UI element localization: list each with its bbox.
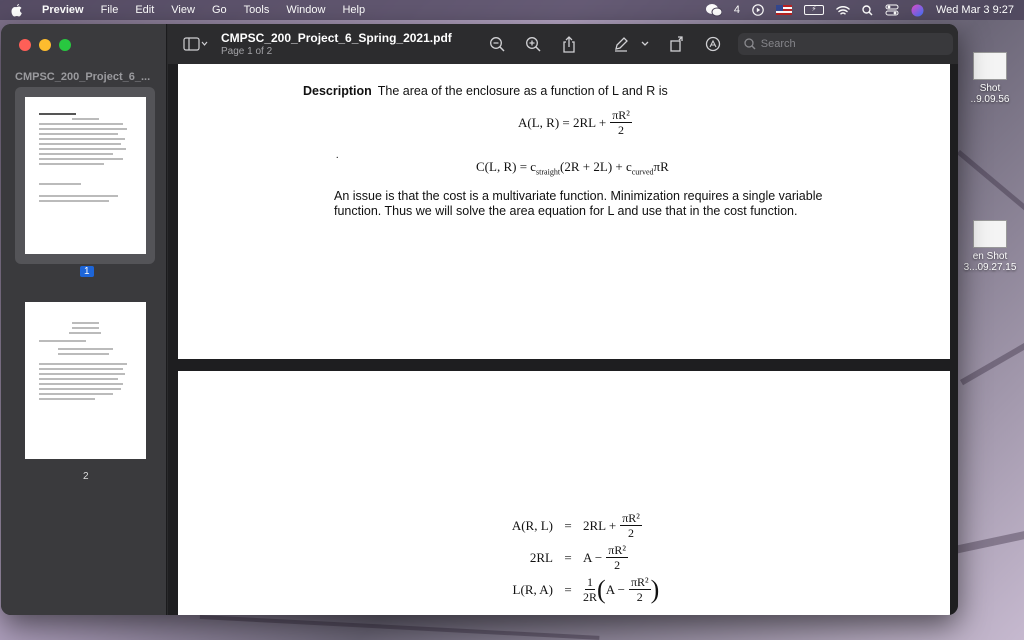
equals-sign: = — [564, 549, 572, 565]
siri-icon[interactable] — [911, 3, 924, 17]
equation-rhs: A − — [583, 549, 603, 565]
fraction-numerator: 1 — [587, 575, 593, 589]
rotate-icon[interactable] — [668, 35, 686, 53]
sidebar-toggle-button[interactable] — [183, 36, 211, 52]
description-text: The area of the enclosure as a function of L and R is — [377, 84, 668, 98]
clock-datetime[interactable]: Wed Mar 3 9:27 — [935, 4, 1014, 16]
menu-window[interactable]: Window — [286, 4, 326, 16]
desktop-screenshot-icon[interactable] — [958, 52, 1022, 105]
fraction-numerator: πR² — [612, 108, 630, 122]
desktop-icon-label: en Shot — [972, 251, 1008, 262]
cost-subscript-straight: straight — [536, 167, 561, 177]
search-icon[interactable] — [862, 3, 873, 17]
menu-go[interactable]: Go — [211, 4, 227, 16]
toolbar — [168, 24, 958, 64]
equation-lhs: L(R, A) — [512, 581, 553, 597]
cost-equation-part: πR — [653, 159, 669, 174]
document-title-block — [221, 31, 452, 57]
fraction — [583, 575, 597, 604]
menu-app-name[interactable]: Preview — [42, 4, 84, 16]
search-icon — [744, 38, 756, 50]
zoom-in-icon[interactable] — [524, 35, 542, 53]
description-line — [303, 84, 668, 98]
page-thumbnail-1[interactable] — [15, 87, 155, 264]
wifi-icon[interactable] — [836, 3, 850, 17]
equation-lhs: A(R, L) — [511, 517, 553, 533]
fraction — [629, 575, 651, 604]
window-controls — [19, 39, 71, 51]
cost-equation-part: (2R + 2L) + c — [560, 159, 632, 174]
fraction-denominator: 2 — [628, 526, 635, 540]
equals-sign: = — [564, 517, 572, 533]
equation-row — [495, 575, 659, 604]
fraction-numerator: πR² — [608, 543, 626, 557]
page-number-2[interactable]: 2 — [83, 471, 89, 482]
left-parenthesis: ( — [597, 574, 606, 604]
fraction-numerator: πR² — [630, 575, 649, 589]
wechat-icon[interactable] — [706, 3, 722, 17]
page-thumbnail-image — [25, 97, 146, 254]
equation-row — [495, 543, 628, 572]
markup-pen-icon[interactable] — [612, 35, 630, 53]
page-thumbnail-2[interactable] — [15, 292, 155, 469]
screenshot-thumbnail-icon — [973, 52, 1007, 80]
search-input[interactable] — [761, 38, 941, 50]
fraction-denominator: 2 — [618, 123, 625, 137]
pdf-page-2 — [178, 371, 950, 615]
equation-rhs: A − — [605, 581, 625, 597]
battery-icon[interactable]: ⚡ — [804, 5, 824, 15]
desktop-icon-label: 3...09.27.15 — [963, 262, 1017, 273]
stray-dot: . — [336, 150, 339, 161]
fullscreen-button[interactable] — [59, 39, 71, 51]
area-equation-lhs: A(L, R) = 2RL + — [518, 114, 607, 130]
page-indicator: Page 1 of 2 — [221, 46, 273, 57]
fraction — [610, 108, 632, 137]
thumbnail-sidebar — [1, 24, 167, 615]
cost-subscript-curved: curved — [631, 167, 654, 177]
search-field[interactable] — [738, 33, 953, 55]
fraction — [606, 543, 628, 572]
control-center-icon[interactable] — [885, 3, 899, 17]
apple-menu-icon[interactable] — [10, 3, 22, 17]
zoom-out-icon[interactable] — [488, 35, 506, 53]
fraction-denominator: 2 — [614, 558, 621, 572]
fraction-numerator: πR² — [622, 511, 640, 525]
desktop-screenshot-icon[interactable] — [958, 220, 1022, 273]
equation-row — [495, 511, 642, 540]
fraction-denominator: 2R — [583, 590, 598, 604]
toolbar-actions — [488, 35, 722, 53]
page-thumbnail-image — [25, 302, 146, 459]
desktop-icon-label: Shot — [979, 83, 1001, 94]
description-heading: Description — [303, 84, 372, 98]
preview-window — [1, 24, 958, 615]
fraction — [620, 511, 642, 540]
cost-equation-part: C(L, R) = c — [476, 159, 537, 174]
menu-file[interactable]: File — [100, 4, 119, 16]
explanation-paragraph: An issue is that the cost is a multivariate function. Minimization requires a single variable function. Thus we will solve the area equation for L and use that in the cost function. — [334, 189, 823, 218]
menu-view[interactable]: View — [171, 4, 195, 16]
right-parenthesis: ) — [650, 574, 660, 604]
menu-help[interactable]: Help — [342, 4, 366, 16]
document-area — [168, 24, 958, 615]
fraction-denominator: 2 — [636, 590, 643, 604]
equation-lhs: 2RL — [529, 549, 553, 565]
menu-bar — [0, 0, 1024, 20]
cost-equation — [476, 159, 669, 177]
minimize-button[interactable] — [39, 39, 51, 51]
close-button[interactable] — [19, 39, 31, 51]
wechat-count: 4 — [733, 4, 740, 16]
equals-sign: = — [564, 581, 572, 597]
status-area — [706, 3, 1014, 17]
sidebar-document-title: CMPSC_200_Project_6_... — [15, 71, 151, 83]
desktop-icon-label: ..9.09.56 — [970, 94, 1010, 105]
menu-tools[interactable]: Tools — [243, 4, 270, 16]
area-equation — [518, 108, 632, 137]
markup-toolbar-icon[interactable] — [704, 35, 722, 53]
page-number-1[interactable]: 1 — [80, 266, 94, 277]
pdf-page-1 — [178, 64, 950, 359]
share-icon[interactable] — [560, 35, 578, 53]
play-icon[interactable] — [752, 3, 764, 17]
us-flag-icon[interactable] — [776, 5, 792, 15]
chevron-down-icon[interactable] — [640, 35, 650, 53]
equation-rhs: 2RL + — [583, 517, 617, 533]
document-title: CMPSC_200_Project_6_Spring_2021.pdf — [221, 31, 452, 45]
menu-edit[interactable]: Edit — [135, 4, 155, 16]
screenshot-thumbnail-icon — [973, 220, 1007, 248]
